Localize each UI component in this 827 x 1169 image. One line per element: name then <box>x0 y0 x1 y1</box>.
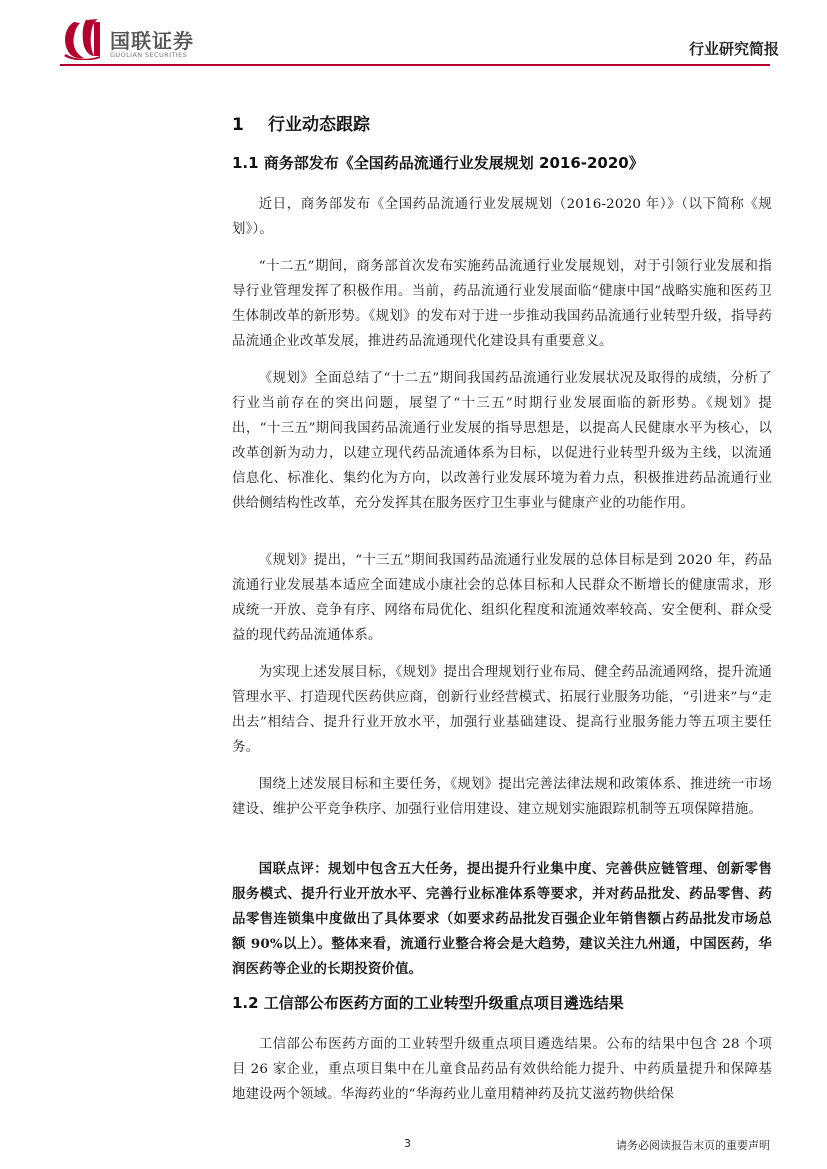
section-title: 行业动态跟踪 <box>268 115 370 135</box>
paragraph: 《规划》全面总结了“十二五”期间我国药品流通行业发展状况及取得的成绩，分析了行业当前存在的突出问题，展望了“十三五”时期行业发展面临的新形势。《规划》提出，“十三五”期间我国药品流通行业发展的指导思想是，以提高人民健康水平为核心，以改革创新为动力，以建立现代药品流通体系为目标，以促进行业转型升级为主线，以流通信息化、标准化、集约化为方向，以改善行业发展环境为着力点，积极推进药品流通行业供给侧结构性改革，充分发挥其在服务医疗卫生事业与健康产业的功能作用。 <box>232 371 772 511</box>
subsection-1-2-title: 1.2 工信部公布医药方面的工业转型升级重点项目遴选结果 <box>232 994 624 1012</box>
section-number: 1 <box>232 115 244 135</box>
guolian-comment: 国联点评：规划中包含五大任务，提出提升行业集中度、完善供应链管理、创新零售服务模式、提升行业开放水平、完善行业标准体系等要求，并对药品批发、药品零售、药品零售连锁集中度做出了具体要求（如要求药品批发百强企业年销售额占药品批发市场总额 90%以上）。整体来看，流通行业整合将会是大趋势，建议关注九州通，中国医药，华润医药等企业的长期投资价值。 <box>232 861 772 977</box>
page-number: 3 <box>404 1137 411 1150</box>
section-heading <box>232 110 370 135</box>
page-header <box>0 0 827 74</box>
disclaimer-note: 请务必阅读报告末页的重要声明 <box>616 1139 770 1152</box>
paragraph: 为实现上述发展目标，《规划》提出合理规划行业布局、健全药品流通网络，提升流通管理水平、打造现代医药供应商，创新行业经营模式、拓展行业服务功能，“引进来”与“走出去”相结合、提升行业开放水平，加强行业基础建设、提高行业服务能力等五项主要任务。 <box>232 665 772 755</box>
brand-name: 国联证券 <box>110 29 194 53</box>
report-type: 行业研究简报 <box>688 40 779 58</box>
paragraph: 近日，商务部发布《全国药品流通行业发展规划（2016-2020 年）》（以下简称《规划》）。 <box>232 197 772 237</box>
paragraph: 工信部公布医药方面的工业转型升级重点项目遴选结果。公布的结果中包含 28 个项目 26 家企业，重点项目集中在儿童食品药品有效供给能力提升、中药质量提升和保障基地建设两个领域。华海药业的“华海药业儿童用精神药及抗艾滋药物供给保 <box>232 1037 772 1102</box>
paragraph: 围绕上述发展目标和主要任务，《规划》提出完善法律法规和政策体系、推进统一市场建设、维护公平竞争秩序、加强行业信用建设、建立规划实施跟踪机制等五项保障措施。 <box>232 777 772 817</box>
paragraph: 《规划》提出，“十三五”期间我国药品流通行业发展的总体目标是到 2020 年，药品流通行业发展基本适应全面建成小康社会的总体目标和人民群众不断增长的健康需求，形成统一开放、竞争有序、网络布局优化、组织化程度和流通效率较高、安全便利、群众受益的现代药品流通体系。 <box>232 553 772 643</box>
paragraph: “十二五”期间，商务部首次发布实施药品流通行业发展规划，对于引领行业发展和指导行业管理发挥了积极作用。当前，药品流通行业发展面临“健康中国”战略实施和医药卫生体制改革的新形势。《规划》的发布对于进一步推动我国药品流通行业转型升级，指导药品流通企业改革发展，推进药品流通现代化建设具有重要意义。 <box>232 259 772 349</box>
header-divider <box>60 64 770 66</box>
brand-name-en: GUOLIAN SECURITIES <box>110 51 188 59</box>
subsection-1-1-title: 1.1 商务部发布《全国药品流通行业发展规划 2016-2020》 <box>232 154 644 172</box>
